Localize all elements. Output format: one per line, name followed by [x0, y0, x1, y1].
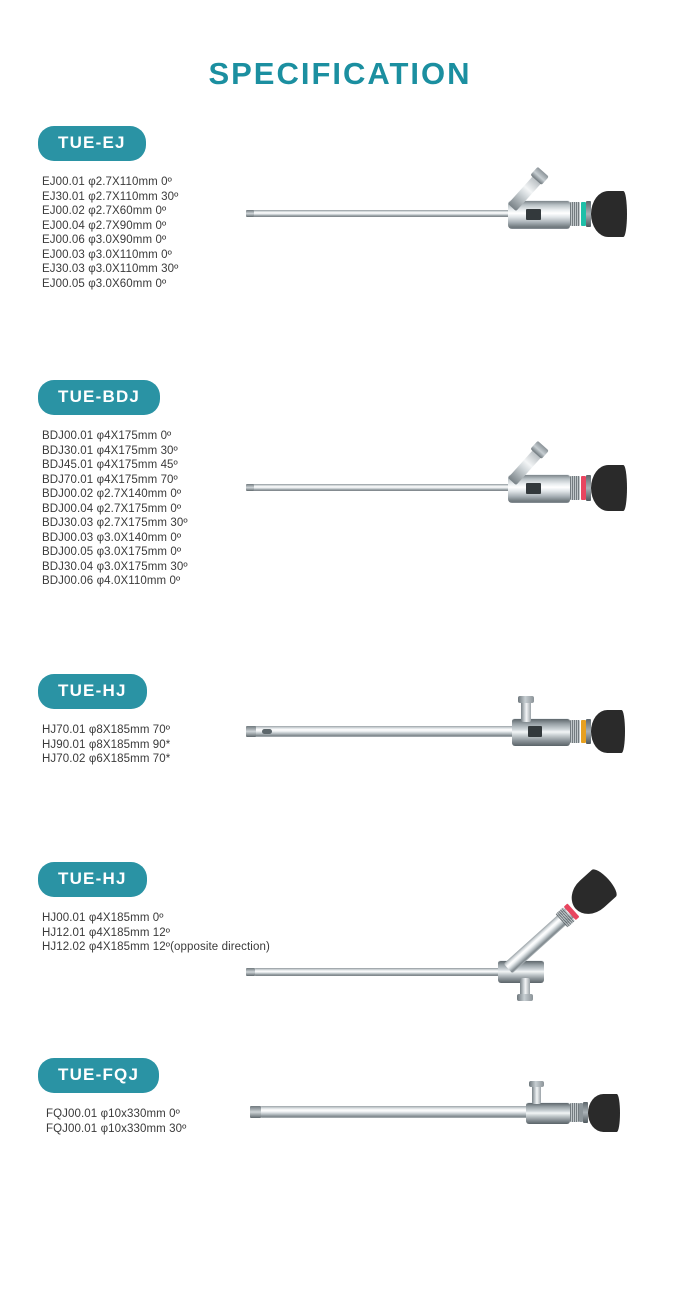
- section-badge-tue-fqj: TUE-FQJ: [38, 1058, 159, 1093]
- scope-light-post: [521, 698, 531, 722]
- list-item: BDJ30.04 φ3.0X175mm 30º: [42, 560, 188, 573]
- section-badge-tue-bdj: TUE-BDJ: [38, 380, 160, 415]
- list-item: EJ00.03 φ3.0X110mm 0º: [42, 248, 172, 261]
- scope-body: [498, 960, 544, 983]
- list-item: FQJ00.01 φ10x330mm 30º: [46, 1122, 187, 1135]
- section-tue-ej: [0, 126, 680, 358]
- list-item: HJ00.01 φ4X185mm 0º: [42, 912, 164, 924]
- section-badge-tue-hj-2: TUE-HJ: [38, 862, 147, 897]
- list-item: BDJ70.01 φ4X175mm 70º: [42, 473, 178, 486]
- section-badge-tue-hj-1: TUE-HJ: [38, 674, 147, 709]
- section-tue-hj-2: [0, 862, 680, 1044]
- scope-shaft: [254, 968, 502, 976]
- spec-list-tue-hj-1: [42, 723, 680, 767]
- list-item: EJ30.03 φ3.0X110mm 30º: [42, 263, 179, 275]
- list-item: BDJ00.06 φ4.0X110mm 0º: [42, 575, 181, 587]
- list-item: HJ12.01 φ4X185mm 12º: [42, 926, 171, 939]
- page-title: SPECIFICATION: [208, 56, 472, 91]
- section-badge-tue-ej: TUE-EJ: [38, 126, 146, 161]
- list-item: BDJ00.05 φ3.0X175mm 0º: [42, 546, 182, 558]
- section-tue-hj-1: [0, 674, 680, 844]
- list-item: BDJ00.02 φ2.7X140mm 0º: [42, 488, 182, 500]
- spec-list-tue-bdj: [42, 429, 680, 589]
- list-item: HJ90.01 φ8X185mm 90*: [42, 738, 171, 751]
- list-item: EJ30.01 φ2.7X110mm 30º: [42, 190, 179, 203]
- list-item: BDJ00.01 φ4X175mm 0º: [42, 430, 172, 442]
- scope-light-post-collar: [517, 994, 533, 1001]
- section-tue-fqj: [0, 1058, 680, 1208]
- list-item: EJ00.02 φ2.7X60mm 0º: [42, 205, 167, 217]
- list-item: HJ12.02 φ4X185mm 12º(opposite direction): [42, 941, 270, 953]
- list-item: FQJ00.01 φ10x330mm 0º: [46, 1108, 180, 1120]
- list-item: BDJ45.01 φ4X175mm 45º: [42, 459, 178, 471]
- list-item: BDJ00.04 φ2.7X175mm 0º: [42, 502, 182, 515]
- list-item: BDJ30.03 φ2.7X175mm 30º: [42, 517, 188, 529]
- list-item: EJ00.06 φ3.0X90mm 0º: [42, 234, 167, 246]
- list-item: HJ70.01 φ8X185mm 70º: [42, 724, 171, 736]
- list-item: BDJ30.01 φ4X175mm 30º: [42, 444, 178, 457]
- scope-shaft-tip: [246, 968, 255, 976]
- list-item: EJ00.05 φ3.0X60mm 0º: [42, 277, 167, 290]
- list-item: EJ00.01 φ2.7X110mm 0º: [42, 176, 172, 188]
- scope-light-post-collar: [529, 1081, 544, 1087]
- list-item: EJ00.04 φ2.7X90mm 0º: [42, 219, 167, 232]
- section-tue-bdj: [0, 380, 680, 652]
- list-item: BDJ00.03 φ3.0X140mm 0º: [42, 531, 182, 544]
- spec-list-tue-hj-2: [42, 911, 680, 955]
- scope-light-post: [520, 978, 530, 1000]
- scope-light-post-collar: [518, 696, 534, 703]
- spec-list-tue-ej: [42, 175, 680, 291]
- scope-light-post: [532, 1084, 541, 1104]
- list-item: HJ70.02 φ6X185mm 70*: [42, 753, 171, 765]
- spec-list-tue-fqj: [46, 1107, 680, 1136]
